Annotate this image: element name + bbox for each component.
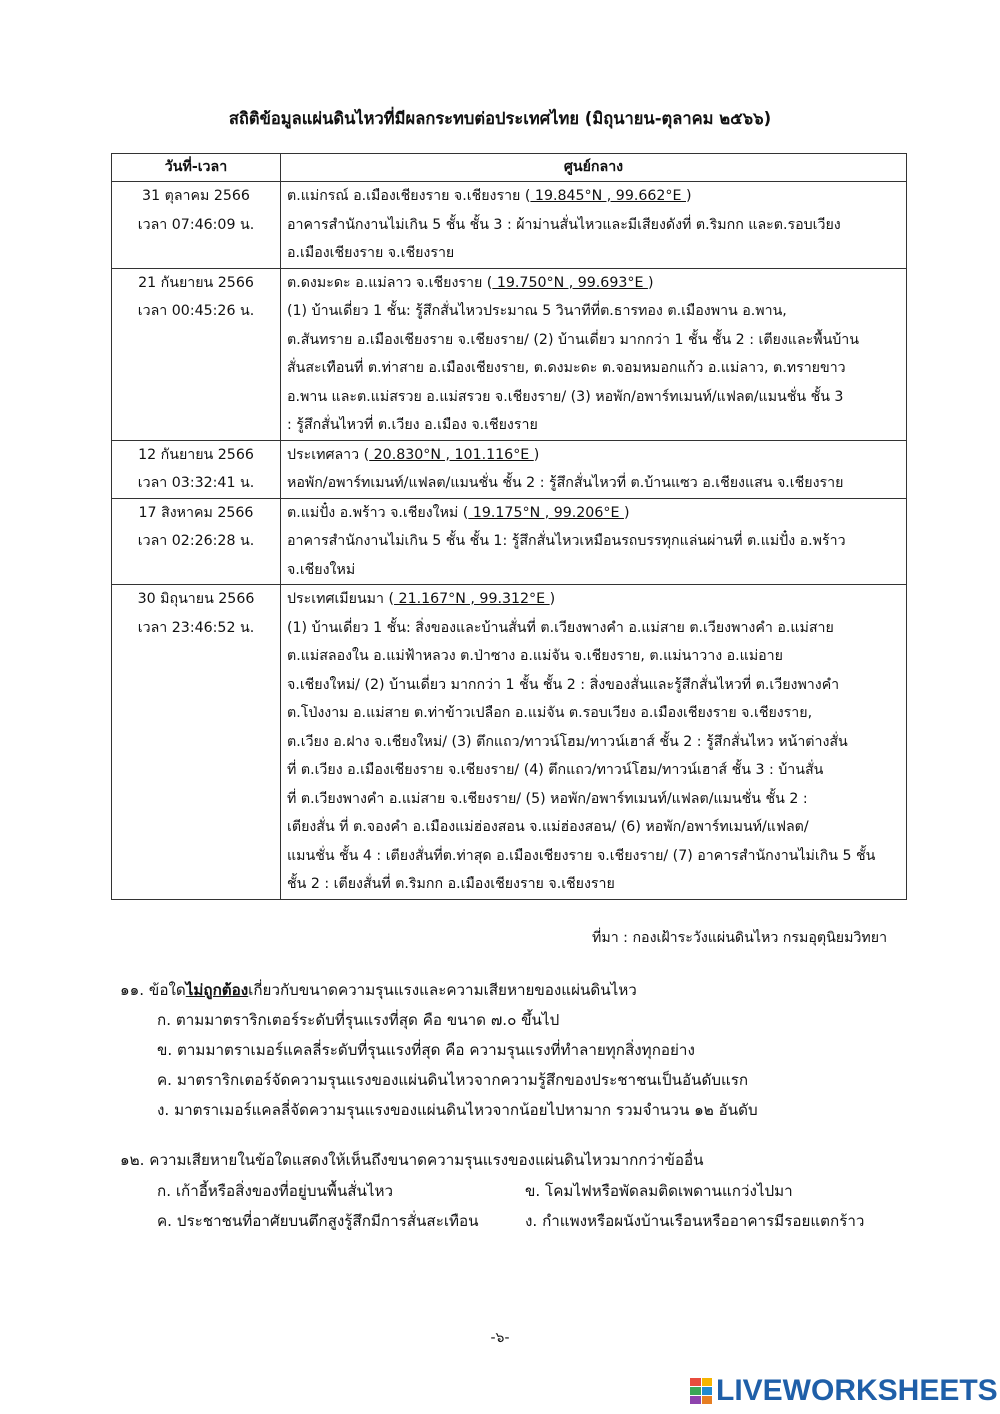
row-detail-line: อาคารสำนักงานไม่เกิน 5 ชั้น ชั้น 1: รู้สึกสั่นไหวเหมือนรถบรรทุกแล่นผ่านที่ ต.แม่ปั๋ง อ.พร้าว [287,533,846,549]
row-place: ประเทศเมียนมา ( [287,591,395,607]
row-detail-line: : รู้สึกสั่นไหวที่ ต.เวียง อ.เมือง จ.เชียงราย [287,417,538,433]
row-coordinates: 19.750°N , 99.693°E [492,274,648,291]
table-row [112,585,907,900]
cell-epicenter [281,182,907,269]
question-11-option-a: ก. ตามมาตราริกเตอร์ระดับที่รุนแรงที่สุด คือ ขนาด ๗.๐ ขึ้นไป [157,1011,560,1029]
question-12: ๑๒. ความเสียหายในข้อใดแสดงให้เห็นถึงขนาดความรุนแรงของแผ่นดินไหวมากกว่าข้ออื่น [120,1151,704,1169]
row-date: 17 สิงหาคม 2566 [138,504,254,521]
row-location: ประเทศเมียนมา ( 21.167°N , 99.312°E ) [287,591,556,607]
row-coordinates: 20.830°N , 101.116°E [369,446,534,463]
question-11-option-b: ข. ตามมาตราเมอร์แคลลี่ระดับที่รุนแรงที่สุด คือ ความรุนแรงที่ทำลายทุกสิ่งทุกอย่าง [157,1041,695,1059]
question-12-option-d: ง. กำแพงหรือผนังบ้านเรือนหรืออาคารมีรอยแตกร้าว [525,1212,865,1230]
liveworksheets-icon [690,1378,712,1404]
row-location: ต.แม่กรณ์ อ.เมืองเชียงราย จ.เชียงราย ( 19.845°N , 99.662°E ) [287,188,692,204]
row-detail-line: จ.เชียงใหม่ [287,561,356,578]
cell-datetime [112,498,281,585]
page-title: สถิติข้อมูลแผ่นดินไหวที่มีผลกระทบต่อประเทศไทย (มิถุนายน-ตุลาคม ๒๕๖๖) [228,109,772,128]
row-date: 31 ตุลาคม 2566 [142,188,250,204]
cell-datetime [112,268,281,440]
row-time: เวลา 03:32:41 น. [137,475,255,491]
row-place: ต.แม่กรณ์ อ.เมืองเชียงราย จ.เชียงราย ( [287,188,531,204]
question-11-keyword: ไม่ถูกต้อง [185,981,249,999]
table-row [112,182,907,269]
cell-datetime [112,440,281,498]
row-location: ประเทศลาว ( 20.830°N , 101.116°E ) [287,446,540,463]
question-11-suffix: เกี่ยวกับขนาดความรุนแรงและความเสียหายของแผ่นดินไหว [248,981,637,999]
page-number: -๖- [490,1330,510,1346]
question-12-option-b: ข. โคมไฟหรือพัดลมติดเพดานแกว่งไปมา [525,1182,793,1200]
table-row [112,268,907,440]
row-time: เวลา 00:45:26 น. [137,303,255,319]
row-detail-line: ที่ ต.เวียงพางคำ อ.แม่สาย จ.เชียงราย/ (5) หอพัก/อพาร์ทเมนท์/แฟลต/แมนชั่น ชั้น 2 : [287,790,808,807]
row-detail-line: อ.เมืองเชียงราย จ.เชียงราย [287,245,455,261]
row-detail-line: ที่ ต.เวียง อ.เมืองเชียงราย จ.เชียงราย/ (4) ตึกแถว/ทาวน์โฮม/ทาวน์เฮาส์ ชั้น 3 : บ้านสั่น [287,762,824,778]
row-detail-line: ชั้น 2 : เตียงสั่นที่ ต.ริมกก อ.เมืองเชียงราย จ.เชียงราย [287,876,615,892]
cell-epicenter [281,440,907,498]
question-11-prefix: ๑๑. ข้อใด [120,981,186,999]
table-row [112,440,907,498]
row-location: ต.ดงมะดะ อ.แม่ลาว จ.เชียงราย ( 19.750°N , 99.693°E ) [287,274,654,291]
header-datetime: วันที่-เวลา [112,154,281,182]
brand-name: LIVEWORKSHEETS [716,1374,998,1407]
row-coordinates: 19.845°N , 99.662°E [530,188,687,204]
table-row [112,498,907,585]
row-date: 21 กันยายน 2566 [138,274,254,291]
earthquake-table [111,153,907,900]
cell-epicenter [281,585,907,900]
row-detail-line: หอพัก/อพาร์ทเมนท์/แฟลต/แมนชั่น ชั้น 2 : รู้สึกสั่นไหวที่ ต.บ้านแซว อ.เชียงแสน จ.เชียงราย [287,475,844,491]
row-coordinates: 21.167°N , 99.312°E [394,591,550,607]
question-11-option-c: ค. มาตราริกเตอร์จัดความรุนแรงของแผ่นดินไหวจากความรู้สึกของประชาชนเป็นอันดับแรก [157,1071,749,1089]
question-11 [120,978,637,1002]
row-place: ต.แม่ปั๋ง อ.พร้าว จ.เชียงใหม่ ( [287,504,469,521]
row-detail-line: (1) บ้านเดี่ยว 1 ชั้น: สิ่งของและบ้านสั่นที่ ต.เวียงพางคำ อ.แม่สาย ต.เวียงพางคำ อ.แม่สาย [287,619,834,636]
cell-datetime [112,182,281,269]
row-detail-line: สั่นสะเทือนที่ ต.ท่าสาย อ.เมืองเชียงราย, ต.ดงมะดะ ต.จอมหมอกแก้ว อ.แม่ลาว, ต.ทรายขาว [287,360,846,376]
question-11-option-d: ง. มาตราเมอร์แคลลี่จัดความรุนแรงของแผ่นดินไหวจากน้อยไปหามาก รวมจำนวน ๑๒ อันดับ [157,1101,758,1119]
row-detail-line: ต.เวียง อ.ฝาง จ.เชียงใหม่/ (3) ตึกแถว/ทาวน์โฮม/ทาวน์เฮาส์ ชั้น 2 : รู้สึกสั่นไหว หน้าต่างสั่น [287,733,848,750]
row-detail-line: ต.แม่สลองใน อ.แม่ฟ้าหลวง ต.ป่าซาง อ.แม่จัน จ.เชียงราย, ต.แม่นาวาง อ.แม่อาย [287,648,783,664]
brand-logo [690,1375,998,1407]
row-place: ต.ดงมะดะ อ.แม่ลาว จ.เชียงราย ( [287,274,493,291]
question-12-option-a: ก. เก้าอี้หรือสิ่งของที่อยู่บนพื้นสั่นไหว [157,1182,394,1200]
row-detail-line: เตียงสั่น ที่ ต.จองคำ อ.เมืองแม่ฮ่องสอน จ.แม่ฮ่องสอน/ (6) หอพัก/อพาร์ทเมนท์/แฟลต/ [287,819,809,835]
table-header-row [112,154,907,182]
question-12-option-c: ค. ประชาชนที่อาศัยบนตึกสูงรู้สึกมีการสั่นสะเทือน [157,1212,479,1230]
cell-datetime [112,585,281,900]
row-detail-line: ต.โป่งงาม อ.แม่สาย ต.ท่าข้าวเปลือก อ.แม่จัน ต.รอบเวียง อ.เมืองเชียงราย จ.เชียงราย, [287,705,813,721]
row-detail-line: อ.พาน และต.แม่สรวย อ.แม่สรวย จ.เชียงราย/ (3) หอพัก/อพาร์ทเมนท์/แฟลต/แมนชั่น ชั้น 3 [287,388,844,405]
row-location: ต.แม่ปั๋ง อ.พร้าว จ.เชียงใหม่ ( 19.175°N , 99.206°E ) [287,504,630,521]
row-detail-line: อาคารสำนักงานไม่เกิน 5 ชั้น ชั้น 3 : ผ้าม่านสั่นไหวและมีเสียงดังที่ ต.ริมกก และต.รอบเวียง [287,216,841,233]
row-detail-line: แมนชั่น ชั้น 4 : เตียงสั่นที่ต.ท่าสุด อ.เมืองเชียงราย จ.เชียงราย/ (7) อาคารสำนักงานไม่เกิน 5 ชั้น [287,847,876,864]
row-detail-line: ต.สันทราย อ.เมืองเชียงราย จ.เชียงราย/ (2) บ้านเดี่ยว มากกว่า 1 ชั้น ชั้น 2 : เตียงและพื้นบ้าน [287,331,859,348]
source-note: ที่มา : กองเฝ้าระวังแผ่นดินไหว กรมอุตุนิยมวิทยา [592,930,888,946]
row-time: เวลา 23:46:52 น. [137,619,255,636]
cell-epicenter [281,268,907,440]
cell-epicenter [281,498,907,585]
row-coordinates: 19.175°N , 99.206°E [468,504,624,521]
row-detail-line: จ.เชียงใหม่/ (2) บ้านเดี่ยว มากกว่า 1 ชั้น ชั้น 2 : สิ่งของสั่นและรู้สึกสั่นไหวที่ ต.เวียงพางคำ [287,676,840,693]
header-epicenter: ศูนย์กลาง [281,154,907,182]
row-date: 12 กันยายน 2566 [138,446,254,463]
row-place: ประเทศลาว ( [287,446,370,463]
row-time: เวลา 02:26:28 น. [137,533,255,549]
row-detail-line: (1) บ้านเดี่ยว 1 ชั้น: รู้สึกสั่นไหวประมาณ 5 วินาทีที่ต.ธารทอง ต.เมืองพาน อ.พาน, [287,303,787,319]
row-date: 30 มิถุนายน 2566 [137,591,255,607]
row-time: เวลา 07:46:09 น. [137,216,255,233]
